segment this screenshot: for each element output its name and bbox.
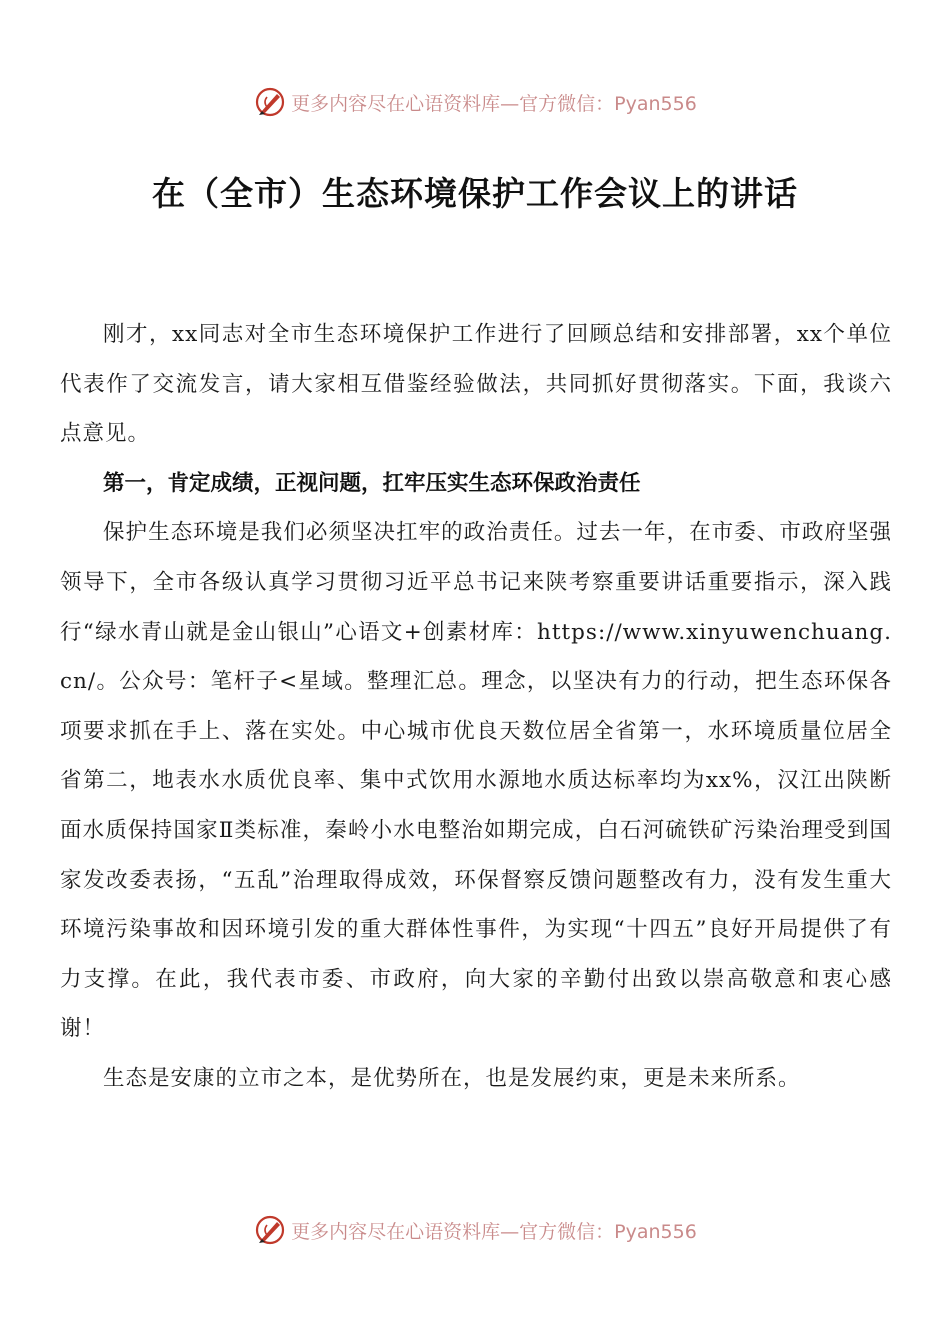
header-watermark-banner — [0, 82, 950, 122]
pen-circle-logo-icon — [253, 1213, 287, 1247]
banner-text: 更多内容尽在心语资料库—官方微信：Pyan556 — [291, 1220, 697, 1243]
paragraph-intro: 刚才，xx同志对全市生态环境保护工作进行了回顾总结和安排部署，xx个单位代表作了交流发言，请大家相互借鉴经验做法，共同抓好贯彻落实。下面，我谈六点意见。 — [60, 322, 892, 447]
paragraph-achievements: 保护生态环境是我们必须坚决扛牢的政治责任。过去一年，在市委、市政府坚强领导下，全市各级认真学习贯彻习近平总书记来陕考察重要讲话重要指示，深入践行“绿水青山就是金山银山”心语文+创素材库：https://www.xinyuwenchuang.cn/。公众号：笔杆子<星域。整理汇总。理念，以坚决有力的行动，把生态环保各项要求抓在手上、落在实处。中心城市优良天数位居全省第一，水环境质量位居全省第二，地表水水质优良率、集中式饮用水源地水质达标率均为xx%，汉江出陕断面水质保持国家Ⅱ类标准，秦岭小水电整治如期完成，白石河硫铁矿污染治理受到国家发改委表扬，“五乱”治理取得成效，环保督察反馈问题整改有力，没有发生重大环境污染事故和因环境引发的重大群体性事件，为实现“十四五”良好开局提供了有力支撑。在此，我代表市委、市政府，向大家的辛勤付出致以崇高敬意和衷心感谢！ — [60, 520, 892, 1042]
wechat-id: Pyan556 — [614, 92, 697, 115]
paragraph-ecology: 生态是安康的立市之本，是优势所在，也是发展约束，更是未来所系。 — [103, 1065, 801, 1091]
section-heading: 第一，肯定成绩，正视问题，扛牢压实生态环保政治责任 — [103, 470, 641, 496]
footer-watermark-banner — [0, 1210, 950, 1250]
banner-text: 更多内容尽在心语资料库—官方微信：Pyan556 — [291, 92, 697, 115]
wechat-id: Pyan556 — [614, 1220, 697, 1243]
document-title: 在（全市）生态环境保护工作会议上的讲话 — [152, 174, 798, 213]
document-body — [60, 310, 892, 1104]
pen-circle-logo-icon — [253, 85, 287, 119]
